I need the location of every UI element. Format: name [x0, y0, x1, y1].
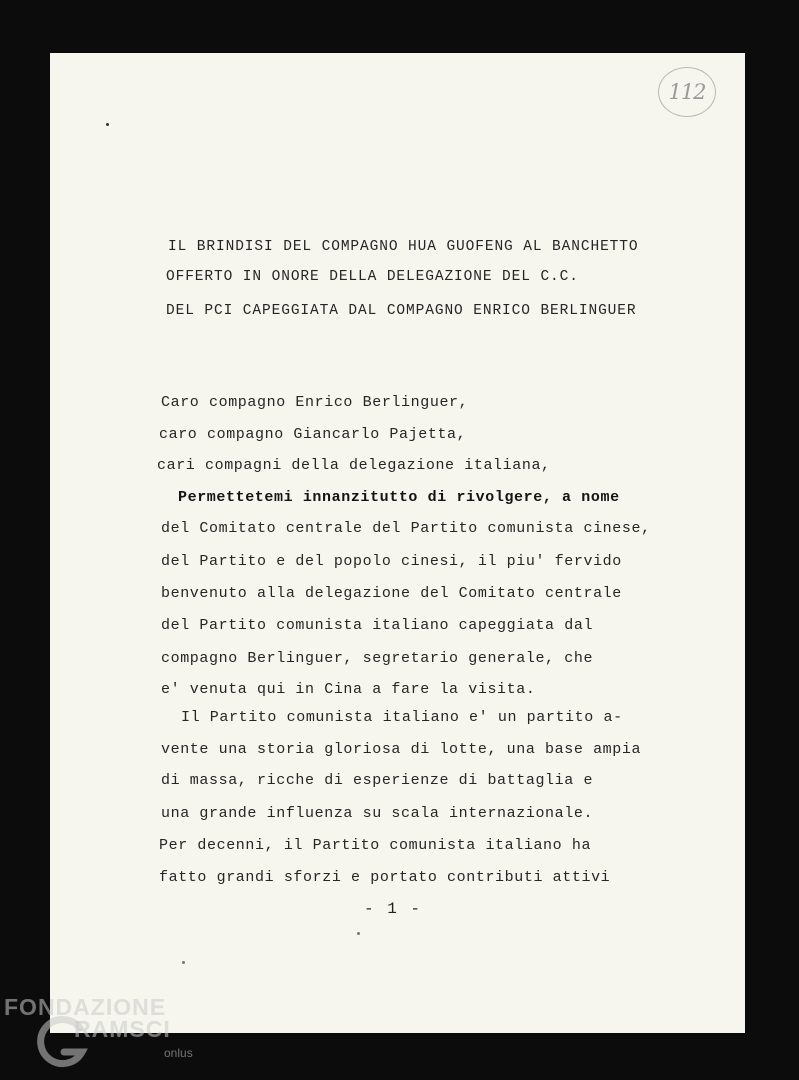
body-line: di massa, ricche di esperienze di battaglia e [161, 772, 594, 789]
body-line: caro compagno Giancarlo Pajetta, [159, 426, 467, 443]
archive-number-stamp: 112 [658, 67, 716, 117]
title-line-2: OFFERTO IN ONORE DELLA DELEGAZIONE DEL C.C. [166, 269, 579, 285]
title-line-3: DEL PCI CAPEGGIATA DAL COMPAGNO ENRICO BERLINGUER [166, 303, 637, 319]
body-line: Per decenni, il Partito comunista italiano ha [159, 837, 592, 854]
watermark-line1: FONDAZIONE [4, 994, 167, 1020]
body-line: del Partito e del popolo cinesi, il piu' fervido [161, 553, 622, 570]
body-line: cari compagni della delegazione italiana, [157, 457, 551, 474]
body-line: Caro compagno Enrico Berlinguer, [161, 394, 469, 411]
body-line: del Comitato centrale del Partito comunista cinese, [161, 520, 651, 537]
body-line: e' venuta qui in Cina a fare la visita. [161, 681, 536, 698]
body-line: vente una storia gloriosa di lotte, una base ampia [161, 741, 642, 758]
body-line: compagno Berlinguer, segretario generale, che [161, 650, 594, 667]
watermark-line2: RAMSCI [74, 1016, 171, 1042]
paper-speck [357, 932, 360, 935]
body-line: Permettetemi innanzitutto di rivolgere, a nome [178, 489, 620, 506]
body-line: del Partito comunista italiano capeggiata dal [161, 617, 594, 634]
body-line: benvenuto alla delegazione del Comitato centrale [161, 585, 622, 602]
body-line: Il Partito comunista italiano e' un partito a- [181, 709, 623, 726]
paper-speck [106, 123, 109, 126]
watermark-suffix: onlus [164, 1046, 193, 1060]
fondazione-gramsci-watermark [4, 994, 204, 1074]
title-line-1: IL BRINDISI DEL COMPAGNO HUA GUOFENG AL BANCHETTO [168, 239, 639, 255]
page-number: - 1 - [364, 900, 423, 918]
body-line: una grande influenza su scala internazionale. [161, 805, 594, 822]
paper-speck [182, 961, 185, 964]
body-line: fatto grandi sforzi e portato contributi attivi [159, 869, 611, 886]
